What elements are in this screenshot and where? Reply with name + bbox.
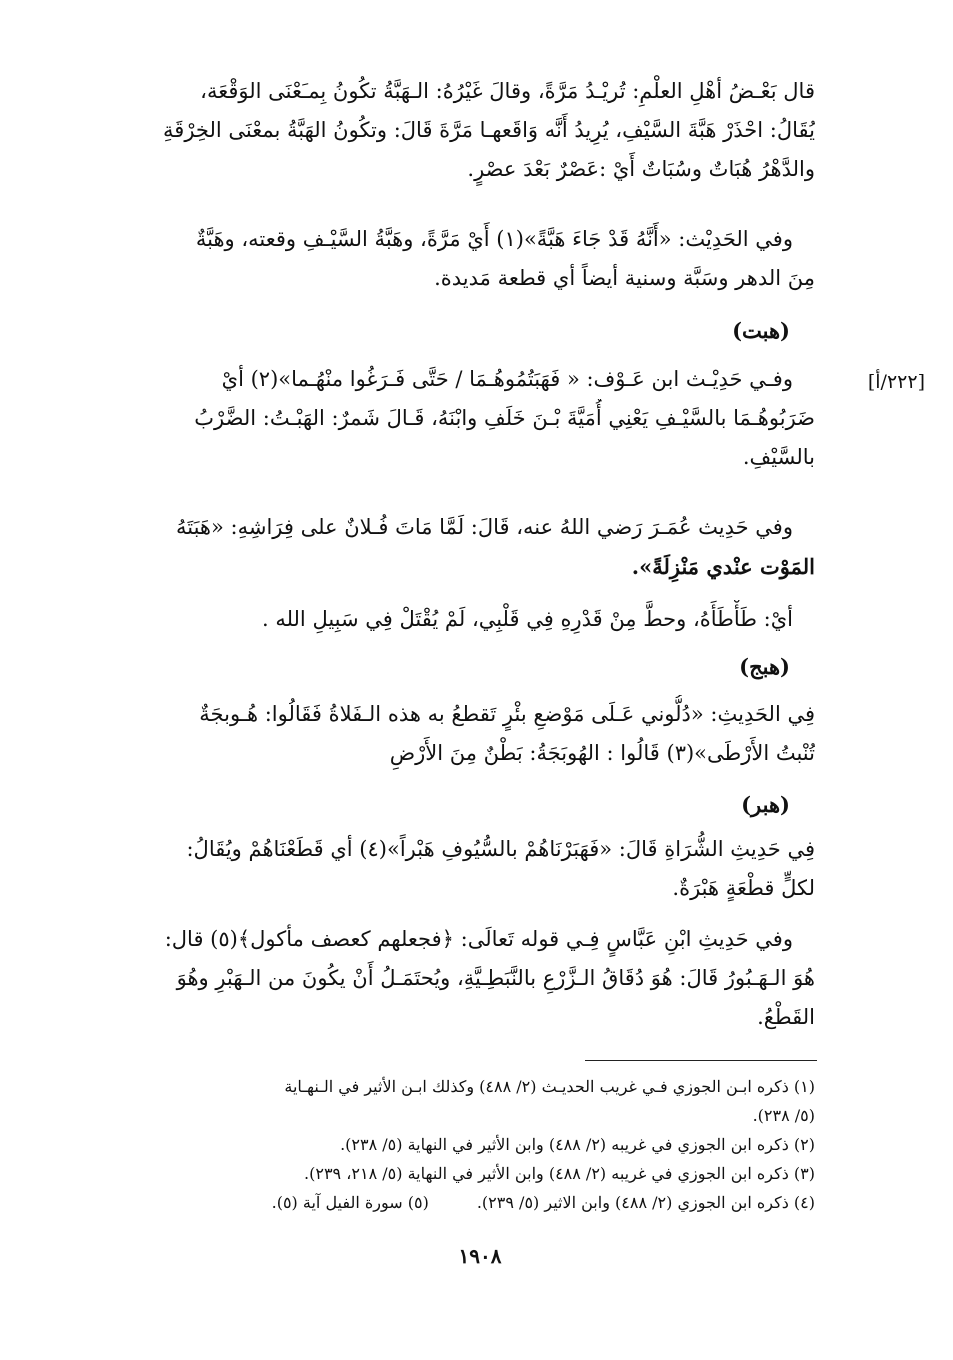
footnote-1: (١) ذكره ابـن الجوزي فـي غريب الحديـث (٢/ ٤٨٨) وكذلك ابـن الأثير في الـنهـاية bbox=[284, 1077, 815, 1096]
text-line: فِي حَدِيثِ الشُّرَاةِ قَالَ: «فَهَبَرْنَاهُمْ بالسُّيُوفِ هَبْراً»(٤) أي قَطَعْنَاهُمْ ويُقَالُ: bbox=[186, 837, 815, 861]
text-line: ضَرَبُوهُـمَا بالسَّيْـفِ يَعْنِي أُمَيَّةَ بْـنَ خَلَفِ وابْنَهُ، قَـالَ شَمرٌ: الهَبْـتُ: الضَّرْبُ bbox=[194, 406, 815, 430]
text-line: وفي الحَدِيْث: «أَنَّهُ قَدْ جَاءَ هَبَّةً»(١) أَيْ مَرَّةً، وهَبَّةُ السَّيْـفِ وقعته، وهَبَّةٌ bbox=[195, 227, 793, 251]
text-line: القَطْعُ. bbox=[757, 1005, 815, 1029]
text-line: أيْ: طَأْطَأَهُ، وحطَّ مِنْ قَدْرِهِ فِي قَلْبِي، لَمْ يُقْتَلْ فِي سَبِيلِ الله . bbox=[261, 607, 793, 631]
text-line: وفي حَدِيثِ ابْنِ عَبَّاسٍ فِـي قوله تَعالَى: ﴿فجعلهم كعصف مأكول﴾(٥) قال: bbox=[164, 927, 793, 951]
footnote-1-continued: (٥/ ٢٣٨). bbox=[752, 1106, 815, 1125]
umar-paragraph bbox=[95, 508, 815, 586]
hbj-paragraph bbox=[95, 695, 815, 773]
footnotes bbox=[95, 1072, 815, 1217]
hbr-paragraph bbox=[95, 830, 815, 908]
text-line: المَوْت عنْدي مَنْزِلَةً». bbox=[631, 554, 815, 579]
umar-explanation bbox=[95, 600, 815, 639]
text-line: والدَّهْرُ هُبَاتٌ وسُبَاتٌ أَيْ :عَصْرٌ بَعْدَ عصْرٍ. bbox=[467, 157, 815, 181]
text-line: فِي الحَدِيثِ: «دُلُّوني عَـلَى مَوْضعِ بئْرٍ تَقطعُ به هذه الـفَلاةُ فَقَالُوا: هُـوبجَةٌ bbox=[199, 702, 815, 726]
intro-paragraph bbox=[95, 72, 815, 189]
text-line: مِنَ الدهر وسَبَّة وسنية أيضاً أي قطعة مَديدة. bbox=[434, 266, 815, 290]
text-line: هُوَ الـهَـبُورُ قَالَ: هُوَ دُقَاقُ الـزَّرْعِ بالنَّبَطِـيَّةِ، ويُحتَمَـلُ أَنْ يكُونَ من الـهَبْرِ وهُوَ bbox=[176, 966, 815, 990]
text-line: وفي حَدِيث عُمَـرَ رَضي اللهُ عنه، قَالَ: لَمَّا مَاتَ فُـلانٌ على فِرَاشِهِ: «هَبَتَهُ bbox=[176, 515, 793, 539]
page-number: ١٩٠٨ bbox=[458, 1244, 502, 1268]
footnote-4: (٤) ذكره ابن الجوزي (٢/ ٤٨٨) وابن الاثير (٥/ ٢٣٩). bbox=[476, 1193, 815, 1212]
margin-folio-reference: [٢٢٢/أ] bbox=[867, 371, 925, 393]
footnote-3: (٣) ذكره ابن الجوزي في غريبه (٢/ ٤٨٨) وابن الأثير في النهاية (٥/ ٢١٨، ٢٣٩). bbox=[304, 1164, 815, 1183]
hbt-paragraph bbox=[95, 360, 815, 477]
entry-heading-hbr: (هبر) bbox=[741, 792, 790, 817]
text-line: وفـي حَدِيْـث ابن عَـوْف: « فَهَبَتُمُوهُـمَا / حَتَّى فَـرَغُوا منْهُـما»(٢) أيْ bbox=[221, 367, 793, 391]
text-line: يُقَالُ: احْذَرْ هَبَّةَ السَّيْفِ، يُرِيدُ أَنَّه وَاقَعهـا مَرَّةَ قَالَ: وتكُونُ الهَبَّةُ بمعْنَى الخِرْقَةِ bbox=[163, 118, 815, 142]
footnote-row-4-5 bbox=[95, 1188, 815, 1217]
hadith-paragraph bbox=[95, 220, 815, 298]
text-line: بالسَّيْفِ. bbox=[742, 445, 815, 469]
footnote-2: (٢) ذكره ابن الجوزي في غريبه (٢/ ٤٨٨) وابن الأثير في النهاية (٥/ ٢٣٨). bbox=[340, 1135, 815, 1154]
text-line: قال بَعْـضُ أهْلِ العلْمِ: تُريْـدُ مَرَّةً، وقالَ غَيْرُهُ: الـهَبَّةُ تكُونُ بِمـَعْنَى الوَقْعَة، bbox=[200, 79, 815, 103]
text-line: لكلٍّ قطْعَةٍ هَبْرَةٌ. bbox=[672, 876, 815, 900]
entry-heading-hbj: (هبج) bbox=[739, 654, 790, 679]
footnote-5: (٥) سورة الفيل آية (٥). bbox=[271, 1193, 429, 1212]
footnote-separator bbox=[585, 1060, 817, 1061]
ibn-abbas-paragraph bbox=[95, 920, 815, 1037]
entry-heading-hbt: (هبت) bbox=[732, 318, 790, 343]
text-line: تُنْبتُ الأَرْطَى»(٣) قَالُوا : الهُوبَجَةُ: بَطْنٌ مِنَ الأَرْضِ bbox=[389, 741, 815, 765]
